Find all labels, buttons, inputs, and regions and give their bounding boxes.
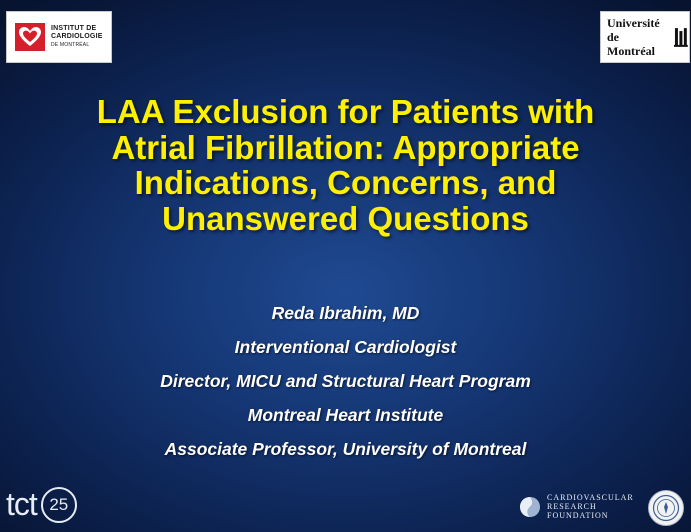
- udem-crest-icon: [673, 26, 689, 48]
- crf-line3: FOUNDATION: [547, 511, 609, 520]
- presenter-role: Interventional Cardiologist: [234, 337, 457, 357]
- crf-logo: [518, 493, 634, 520]
- crf-line1: CARDIOVASCULAR: [547, 493, 634, 502]
- icm-line3: DE MONTRÉAL: [51, 42, 90, 48]
- title-line-3: Indications, Concerns, and: [134, 164, 557, 201]
- crf-line2: RESEARCH: [547, 502, 597, 511]
- heart-icon: [15, 23, 45, 51]
- udem-logo: [600, 11, 690, 63]
- icm-line1: INSTITUT DE: [51, 25, 97, 32]
- udem-line2: de Montréal: [607, 30, 655, 58]
- crf-swirl-icon: [518, 495, 542, 519]
- slide-title: [20, 94, 671, 236]
- tct-logo: [6, 486, 77, 523]
- crf-logo-text: [547, 493, 634, 520]
- icm-line2: CARDIOLOGIE: [51, 33, 103, 40]
- icm-logo: [6, 11, 112, 63]
- udem-line1: Université: [607, 16, 660, 30]
- title-line-2: Atrial Fibrillation: Appropriate: [111, 128, 580, 166]
- icm-logo-text: [51, 25, 103, 49]
- title-line-1: LAA Exclusion for Patients with: [96, 93, 595, 130]
- tct-word: tct: [6, 486, 37, 522]
- presenter-academic: Associate Professor, University of Montreal: [164, 439, 527, 459]
- presenter-credits: [20, 296, 671, 466]
- tct-number-badge: [41, 487, 77, 523]
- presenter-name: Reda Ibrahim, MD: [271, 303, 420, 323]
- presenter-position: Director, MICU and Structural Heart Program: [160, 371, 531, 391]
- presenter-institution: Montreal Heart Institute: [247, 405, 444, 425]
- udem-logo-text: [607, 16, 669, 58]
- seal-logo: [648, 490, 684, 526]
- seal-icon: [652, 494, 680, 522]
- tct-number: 25: [49, 494, 69, 514]
- title-line-4: Unanswered Questions: [162, 199, 529, 237]
